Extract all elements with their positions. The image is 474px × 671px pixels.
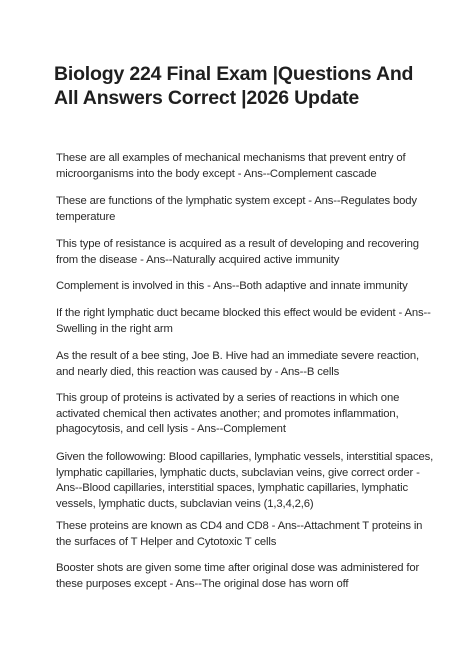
- qa-item-6: As the result of a bee sting, Joe B. Hive had an immediate severe reaction, and nearly died, this reaction was caused by - Ans--B cells: [56, 350, 420, 378]
- qa-item-9: These proteins are known as CD4 and CD8 - Ans--Attachment T proteins in the surfaces of T Helper and Cytotoxic T cells: [56, 520, 423, 548]
- qa-item-10: Booster shots are given some time after original dose was administered for these purposes except - Ans--The original dose has worn off: [56, 562, 420, 590]
- qa-item-8: Given the followowing: Blood capillaries, lymphatic vessels, interstitial spaces, lymphatic capillaries, lymphatic ducts, subclavian veins, give correct order - Ans--Blood capillaries, interstitial spaces, lymphatic capillaries, lymphatic vessels, lymphatic ducts, subclavian veins (1,3,4,2,6): [56, 451, 434, 510]
- qa-item-2: These are functions of the lymphatic system except - Ans--Regulates body temperature: [56, 195, 417, 223]
- qa-item-1: These are all examples of mechanical mechanisms that prevent entry of microorganisms into the body except - Ans--Complement cascade: [56, 152, 406, 180]
- qa-item-4: Complement is involved in this - Ans--Both adaptive and innate immunity: [56, 280, 408, 292]
- qa-item-3: This type of resistance is acquired as a result of developing and recovering from the disease - Ans--Naturally acquired active immunity: [56, 238, 419, 266]
- qa-item-7: This group of proteins is activated by a series of reactions in which one activated chemical then activates another; and promotes inflammation, phagocytosis, and cell lysis - Ans--Complement: [56, 392, 400, 435]
- qa-item-5: If the right lymphatic duct became blocked this effect would be evident - Ans--Swelling in the right arm: [56, 307, 431, 335]
- document-title: Biology 224 Final Exam |Questions And All Answers Correct |2026 Update: [54, 63, 414, 109]
